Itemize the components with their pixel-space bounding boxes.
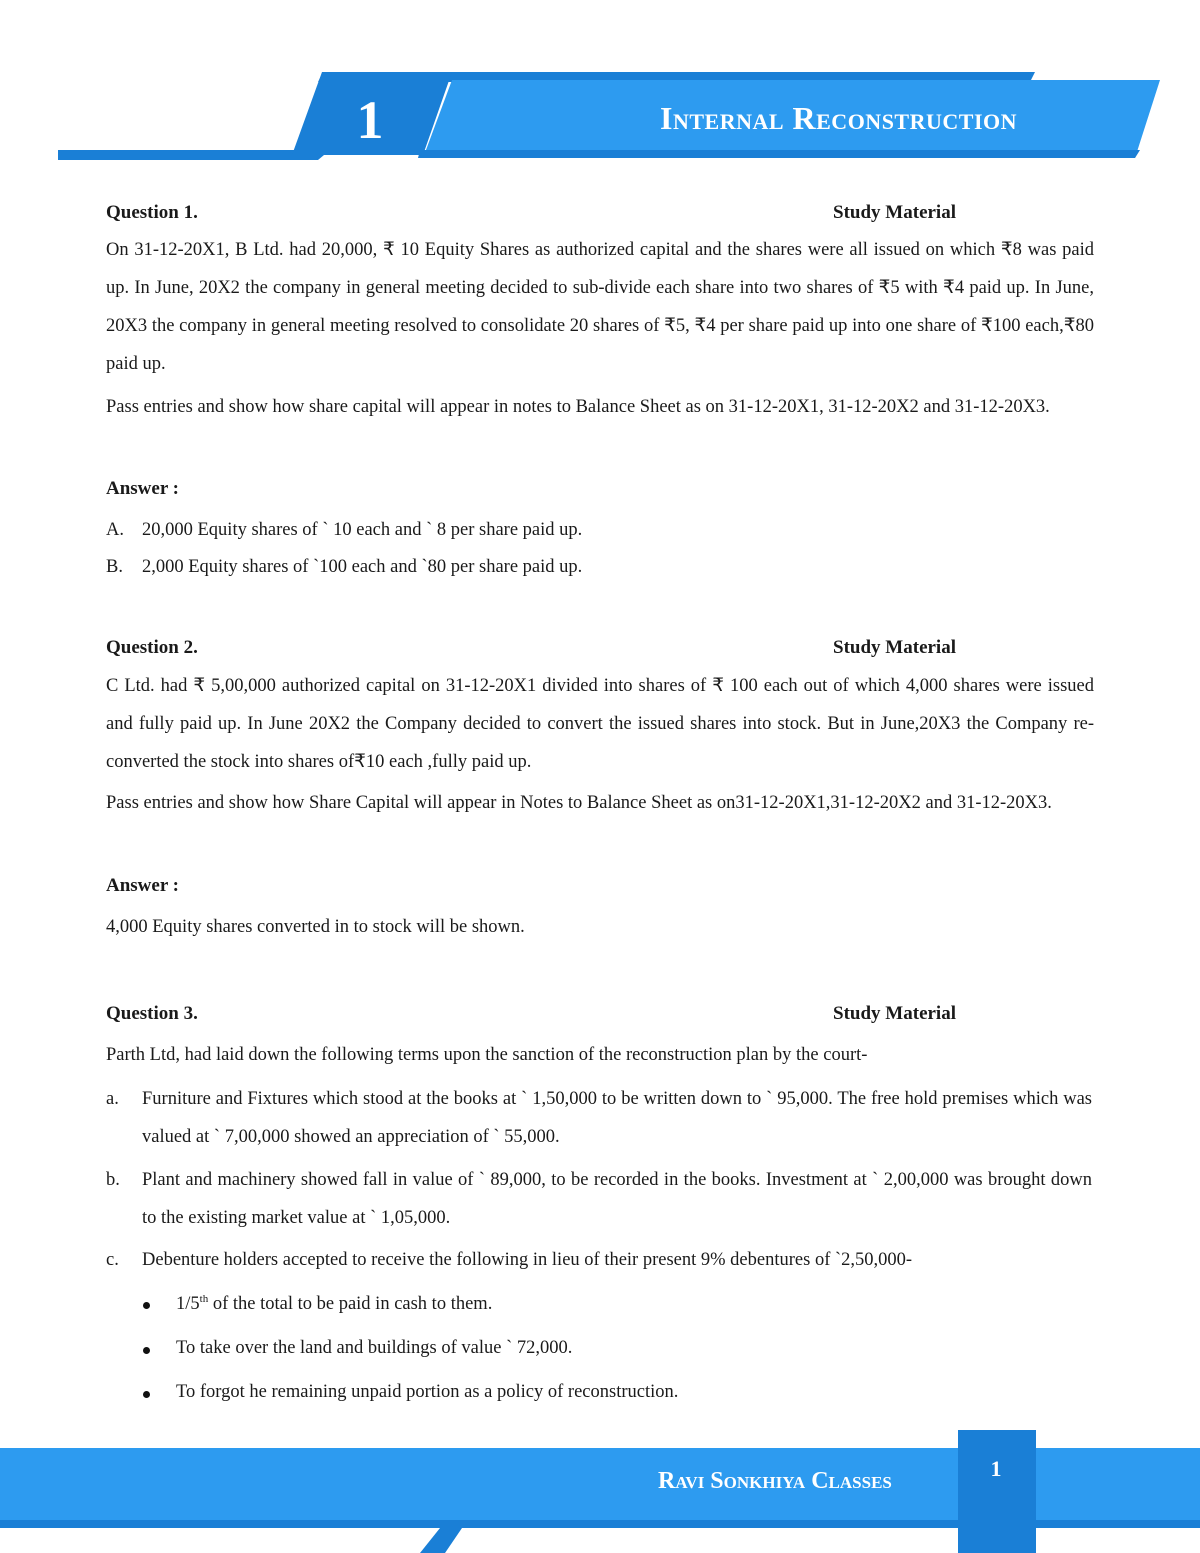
question-source: Study Material — [833, 637, 956, 658]
question-3-heading — [106, 1003, 956, 1027]
question-label: Question 1. — [106, 202, 198, 223]
bullet-icon — [143, 1347, 150, 1354]
question-2-instruction: Pass entries and show how Share Capital will appear in Notes to Balance Sheet as on31-12-20X1,31-12-20X2 and 31-12-20X3. — [106, 793, 1052, 813]
question-1-text: On 31-12-20X1, B Ltd. had 20,000, ₹ 10 Equity Shares as authorized capital and the shares were all issued on which ₹8 was paid up. In June, 20X2 the company in general meeting decided to sub-divide each share into two shares of ₹5 with ₹4 paid up. In June, 20X3 the company in general meeting resolved to consolidate 20 shares of ₹5, ₹4 per share paid up into one share of ₹100 each,₹80 paid up. — [106, 240, 1094, 374]
answer-label: Answer : — [106, 875, 180, 896]
chapter-title: Internal Reconstruction — [660, 100, 1018, 136]
question-1-instruction: Pass entries and show how share capital will appear in notes to Balance Sheet as on 31-12-20X1, 31-12-20X2 and 31-12-20X3. — [106, 397, 1050, 417]
question-source: Study Material — [833, 1003, 956, 1024]
bullet-item: To forgot he remaining unpaid portion as a policy of reconstruction. — [176, 1382, 679, 1402]
question-1-heading — [106, 202, 956, 226]
bullet-item: 1/5th of the total to be paid in cash to them. — [176, 1293, 493, 1315]
list-item: Debenture holders accepted to receive the following in lieu of their present 9% debentures of `2,50,000- — [142, 1250, 913, 1270]
list-marker: a. — [106, 1089, 119, 1109]
list-marker: c. — [106, 1250, 119, 1270]
question-2-heading — [106, 637, 956, 661]
list-item: Plant and machinery showed fall in value of ` 89,000, to be recorded in the books. Investment at ` 2,00,000 was brought down to the existing market value at ` 1,05,000. — [142, 1170, 1092, 1228]
footer-banner — [0, 1420, 1200, 1553]
answer-item: 20,000 Equity shares of ` 10 each and ` 8 per share paid up. — [142, 520, 583, 540]
list-item: Furniture and Fixtures which stood at the books at ` 1,50,000 to be written down to ` 95,000. The free hold premises which was valued at ` 7,00,000 showed an appreciation of ` 55,000. — [142, 1089, 1092, 1147]
answer-label: Answer : — [106, 478, 180, 499]
question-3-intro: Parth Ltd, had laid down the following terms upon the sanction of the reconstruction plan by the court- — [106, 1045, 868, 1065]
chapter-number: 1 — [356, 90, 384, 150]
question-label: Question 2. — [106, 637, 198, 658]
answer-marker: A. — [106, 520, 124, 540]
question-source: Study Material — [833, 202, 956, 223]
question-label: Question 3. — [106, 1003, 198, 1024]
answer-marker: B. — [106, 557, 123, 577]
page-number: 1 — [990, 1456, 1002, 1481]
answer-item: 2,000 Equity shares of `100 each and `80 per share paid up. — [142, 557, 583, 577]
bullet-icon — [143, 1302, 150, 1309]
list-marker: b. — [106, 1170, 120, 1190]
question-2-text: C Ltd. had ₹ 5,00,000 authorized capital on 31-12-20X1 divided into shares of ₹ 100 each out of which 4,000 shares were issued and fully paid up. In June 20X2 the Company decided to convert the issued shares into stock. But in June,20X3 the Company re-converted the stock into shares of₹10 each ,fully paid up. — [106, 676, 1094, 772]
bullet-item: To take over the land and buildings of value ` 72,000. — [176, 1338, 573, 1358]
bullet-icon — [143, 1391, 150, 1398]
footer-brand: Ravi Sonkhiya Classes — [658, 1468, 892, 1494]
header-banner — [0, 0, 1200, 170]
answer-text: 4,000 Equity shares converted in to stock will be shown. — [106, 917, 525, 937]
